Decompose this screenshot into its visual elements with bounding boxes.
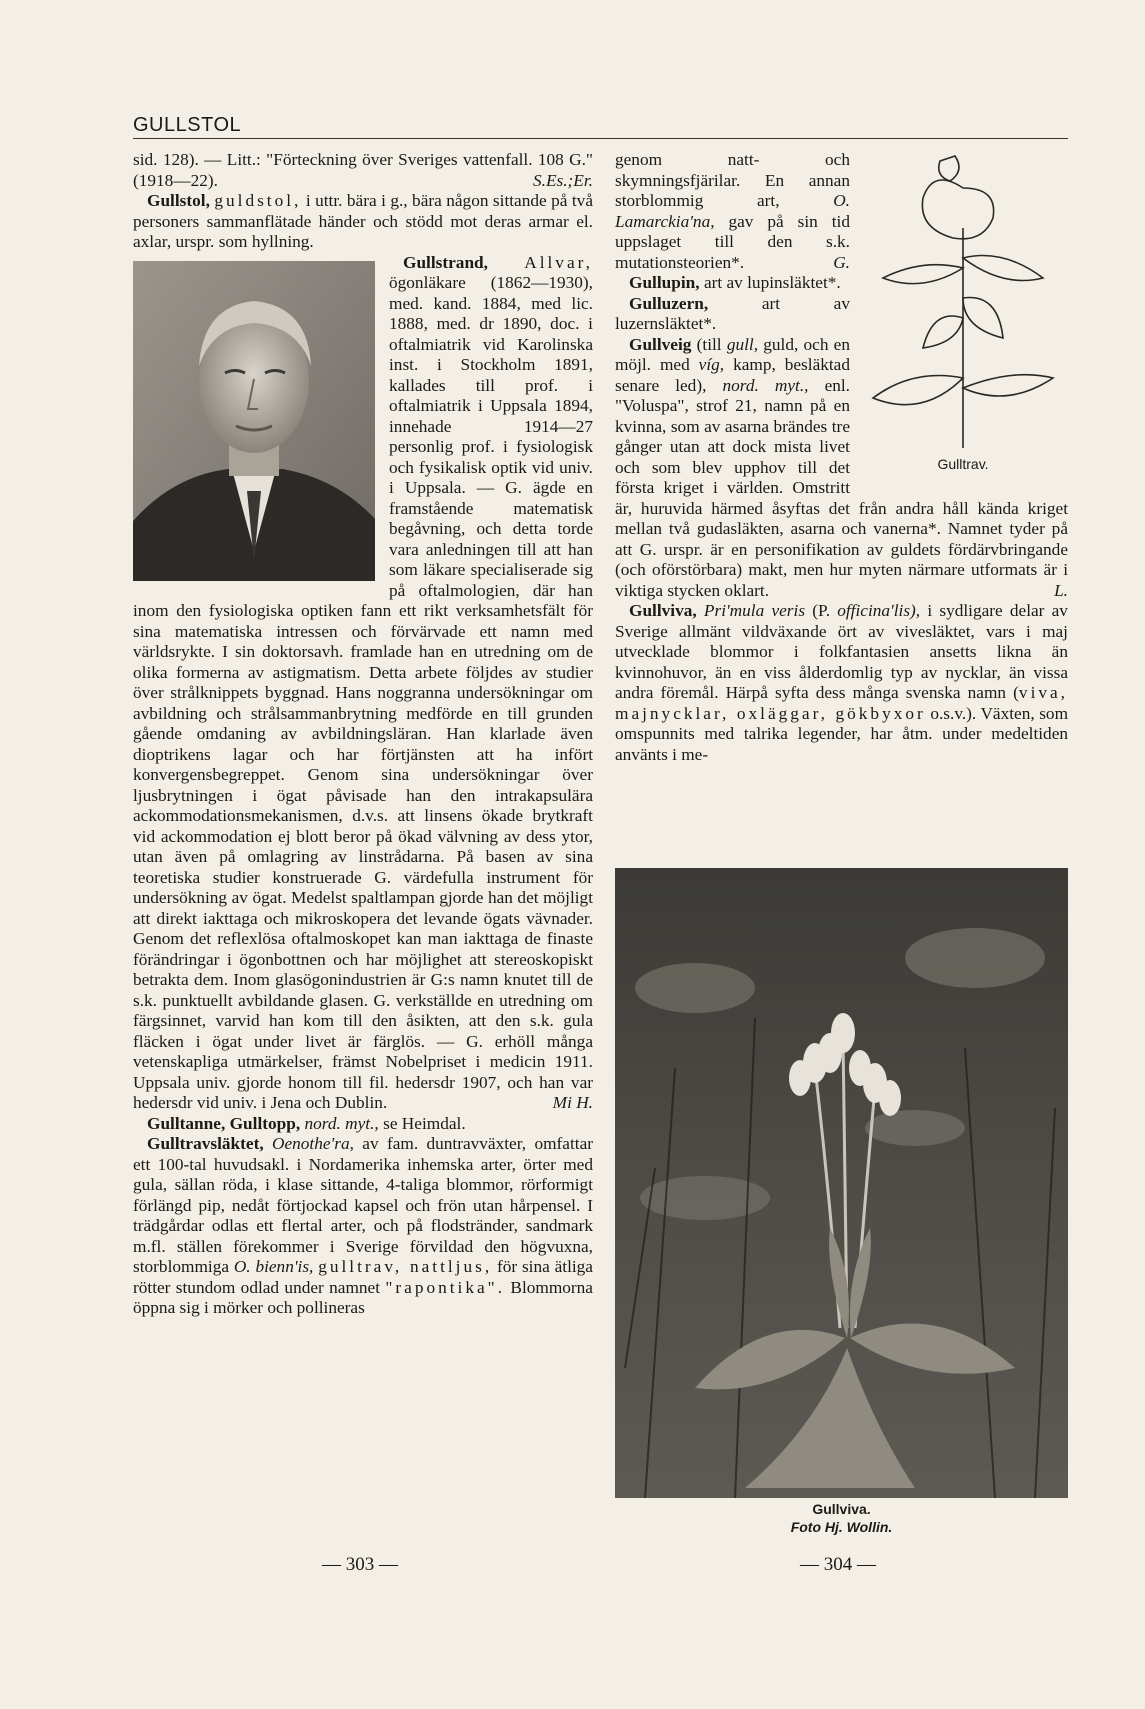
italic-term: víg, <box>698 355 725 374</box>
entry-text: i sydligare delar av Sverige allmänt vildväxande ört av vivesläktet, vars i maj utvecklade blommor i folkfantasien ansetts likna än kvinnohuvor, än en viss ålderdomlig typ av nycklar, än vissa andra föremål. Härpå syfta dess många svenska namn ( <box>615 601 1068 702</box>
entry-gullstrand <box>133 253 593 1114</box>
entry-text: o.s.v.). Växten, som omspunnits med talrika legender, har åtm. under medeltiden använts i me- <box>615 703 1069 764</box>
entry-text: sid. 128). — Litt.: "Förteckning över Sveriges vattenfall. 108 G." (1918—22). <box>133 150 593 190</box>
right-column <box>615 150 1068 765</box>
entry-gulltanne <box>133 1114 593 1135</box>
entry-gullviva <box>615 601 1068 765</box>
italic-term: O. Lamarckia'na, <box>615 191 850 231</box>
entry-text: (till <box>696 334 722 354</box>
entry-text: enl. "Voluspa", strof 21, namn på en kvinna, som av asarna brändes tre gånger utan att dock mista livet och som blev upphov till det första kriget i världen. Omstritt är, huruvida härmed åsyftas det från andra håll kända kriget mellan två gudasläkten, asarna och vanerna*. Namnet tyder på att G. urspr. är en personifikation av guldets fördärvbringande (och oförstörbara) makt, men hur myten närmare utformats är i viktiga stycken oklart. <box>615 375 1068 600</box>
entry-text: genom natt- och skymningsfjärilar. En annan storblommig art, <box>615 150 850 210</box>
headword: Gullstol, <box>147 191 210 210</box>
spaced-term: guldstol, <box>214 191 302 210</box>
drawing-caption: Gulltrav. <box>937 455 989 472</box>
entry-text: kamp, besläktad senare led), <box>615 355 850 395</box>
entry-text: för sina ätliga rötter stundom odlad under namnet <box>133 1257 593 1297</box>
entry-text: guld, och en möjl. med <box>615 334 850 374</box>
italic-term: gull, <box>726 334 759 354</box>
headword: Gullviva, <box>629 601 697 620</box>
entry-text: gav på sin tid uppslaget till den s.k. mutationsteorien*. <box>615 211 850 272</box>
photo-credit: Foto Hj. Wollin. <box>790 1519 893 1535</box>
author-signature: L. <box>1054 580 1068 600</box>
spaced-term: viva, majnycklar, oxläggar, gökbyxor <box>615 683 1068 723</box>
entry-text: i uttr. bära i g., bära någon sittande på två personers sammanflätade händer och stödd mot deras armar el. axlar, urspr. som hyllning. <box>133 191 593 251</box>
spaced-term: "rapontika". <box>385 1277 506 1297</box>
author-signature: G. <box>833 252 850 272</box>
author-signature: Mi H. <box>552 1093 593 1112</box>
entry-text: (P. <box>812 601 831 620</box>
running-head: GULLSTOL <box>133 114 242 136</box>
italic-term: Oenothe'ra, <box>272 1134 354 1153</box>
italic-term: O. bienn'is, <box>233 1257 314 1276</box>
italic-term: officina'lis), <box>837 601 921 620</box>
photo-caption <box>615 1500 1068 1536</box>
headword: Gulluzern, <box>629 293 709 313</box>
entry-text: Blommorna öppna sig i mörker och pollineras <box>133 1277 593 1317</box>
gullviva-photo <box>615 868 1068 1498</box>
entry-continuation <box>133 150 593 191</box>
italic-term: nord. myt., <box>304 1113 379 1133</box>
gulltrav-illustration <box>863 148 1063 448</box>
left-column <box>133 150 593 1319</box>
italic-term: Pri'mula veris <box>703 601 806 620</box>
photo-caption-title: Gullviva. <box>812 1501 871 1517</box>
entry-text: art av lupinsläktet*. <box>703 273 841 292</box>
spaced-term: Allvar, <box>524 252 593 272</box>
headword: Gullstrand, <box>403 252 488 272</box>
headword: Gullveig <box>629 334 692 354</box>
header-rule <box>133 138 1068 139</box>
entry-text: se Heimdal. <box>383 1113 466 1133</box>
italic-term: nord. myt., <box>722 375 809 395</box>
entry-text: ögonläkare (1862—1930), med. kand. 1884, med lic. 1888, med. dr 1890, doc. i oftalmiatrik vid Karolinska inst. i Stockholm 1891, kallades till prof. i oftalmiatrik i Uppsala 1894, innehade 1914—27 personlig prof. i fysiologisk och fysikalisk optik vid univ. i Uppsala. — G. ägde en framstående matematisk begåvning, och detta torde vara anledningen till att han som läkare specialiserade sig på oftalmologien, där han inom den fysiologiska optiken fann ett rikt verksamhetsfält för sina matematiska intressen och förvärvade ett namn med världsrykte. I sin doktorsavh. framlade han en utredning om de olika formerna av astigmatism. Detta arbete följdes av studier över strålknippets byggnad. Hans noggranna undersökningar om avbildning och strålsammanbrytning medförde en till grunden gående omdaning av avbildningsläran. Han klarlade även dioptrikens lagar och har förtjänsten att ha infört konvergensbegreppet. Genom sina undersökningar över ljusbrytningen i ögat påvisade han den intrakapsulära ackommodationsmekanismen, d.v.s. att linsens ökade brytkraft vid ackommodation ej blott beror på ökad välvning av dess ytor, utan även på omlagring av linstrådarna. På basen av sina teoretiska studier konstruerade G. värdefulla instrument för undersökning av ögat. Medelst spaltlampan gjorde han det möjligt att direkt iakttaga och mikroskopera det levande ögats vävnader. Genom det reflexlösa oftalmoskopet kan man iakttaga de finaste förändringar i ögonbottnen och har möjlighet att stereoskopiskt betrakta dem. Inom glasögonindustrien är G:s namn knutet till de s.k. punktuellt avbildande glasen. G. verkställde en utredning om färgsinnet, varvid han kom till den åsikten, att den s.k. gula fläcken i ögat under livet är färglös. — G. erhöll många vetenskapliga utmärkelser, främst Nobelpriset i medicin 1911. Uppsala univ. gjorde honom till fil. hedersdr 1907, och han var hedersdr vid univ. i Jena och Dublin. <box>133 273 593 1112</box>
headword: Gullupin, <box>629 273 700 292</box>
entry-gullstol <box>133 191 593 253</box>
entry-text: av fam. duntravväxter, omfattar ett 100-tal huvudsakl. i Nordamerika inhemska arter, örter med gula, sällan röda, i klase sittande, 4-taliga blommor, rörformigt förlängd pip, nedåt förtjockad kapsel och frön utan hårpensel. I trädgårdar odlas ett flertal arter, och på flodstränder, sandmark m.fl. ställen förekommer i Sverige förvildad den högvuxna, storblommiga <box>133 1134 593 1276</box>
headword: Gulltanne, Gulltopp, <box>147 1113 301 1133</box>
page-number-left: — 303 — <box>322 1554 398 1575</box>
headword: Gulltravsläktet, <box>147 1134 264 1153</box>
gulltrav-drawing <box>858 148 1068 478</box>
entry-gulltravslaktet <box>133 1134 593 1319</box>
page-number-right: — 304 — <box>800 1554 876 1575</box>
spaced-term: gulltrav, nattljus, <box>318 1257 493 1276</box>
author-signature: S.Es.;Er. <box>532 170 593 190</box>
portrait-photo-gullstrand <box>133 261 375 581</box>
entry-text: art av luzernsläktet*. <box>615 293 850 333</box>
